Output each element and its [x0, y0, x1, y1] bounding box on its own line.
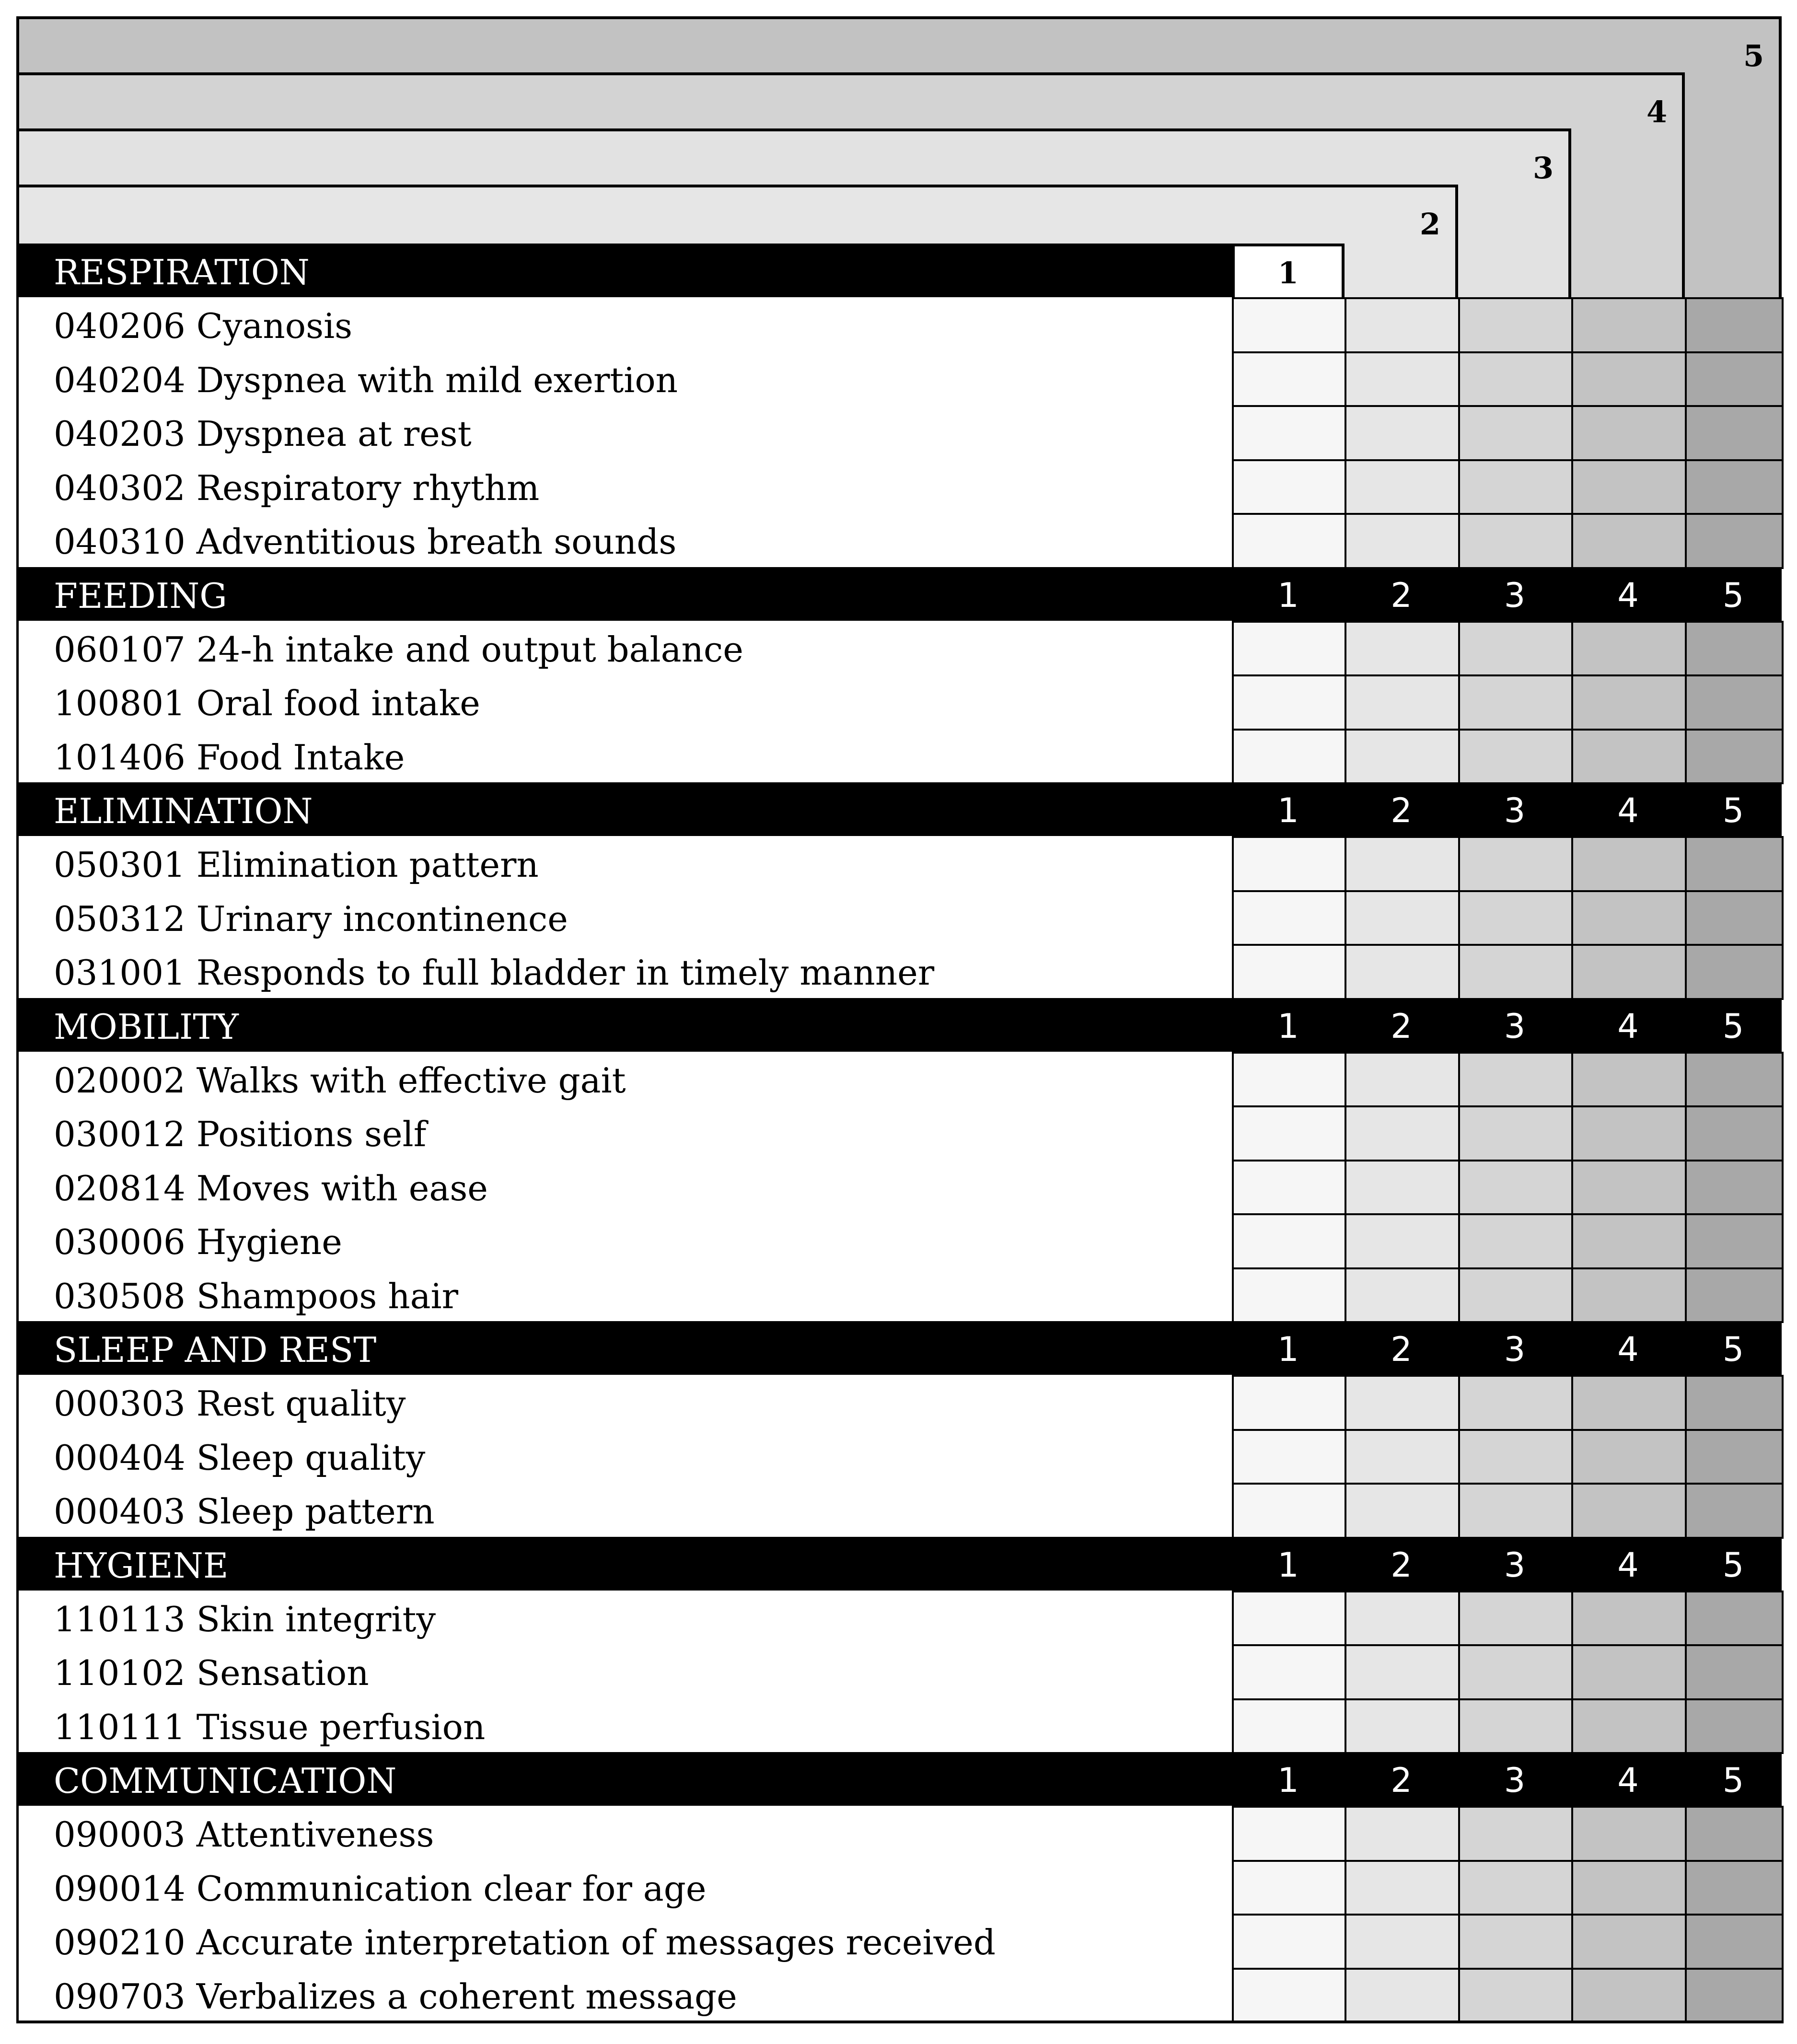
section-title: COMMUNICATION: [54, 1761, 397, 1801]
rating-cell-2[interactable]: [1345, 890, 1460, 946]
criterion-label: 090014 Communication clear for age: [54, 1868, 707, 1909]
scale-column-number: 2: [1391, 1761, 1412, 1800]
rating-cell-3[interactable]: [1458, 351, 1573, 407]
scale-column-number: 4: [1617, 791, 1639, 830]
rating-cell-1[interactable]: [1232, 459, 1346, 515]
rating-cell-1[interactable]: [1232, 1160, 1346, 1216]
rating-cell-5[interactable]: [1685, 1483, 1784, 1539]
rating-cell-2[interactable]: [1345, 1806, 1460, 1862]
rating-cell-3[interactable]: [1458, 1860, 1573, 1916]
rating-cell-2[interactable]: [1345, 351, 1460, 407]
rating-cell-2[interactable]: [1345, 1429, 1460, 1485]
scale-column-number: 2: [1391, 1330, 1412, 1369]
criterion-label: 110111 Tissue perfusion: [54, 1707, 486, 1747]
rating-cell-5[interactable]: [1685, 1644, 1784, 1700]
rating-cell-5[interactable]: [1685, 1968, 1784, 2024]
rating-cell-5[interactable]: [1685, 674, 1784, 731]
rating-cell-5[interactable]: [1685, 944, 1784, 1000]
scale-column-number: 2: [1391, 1545, 1412, 1585]
rating-cell-5[interactable]: [1685, 1052, 1784, 1108]
rating-cell-2[interactable]: [1345, 729, 1460, 785]
scale-column-number: 1: [1277, 575, 1299, 615]
rating-cell-2[interactable]: [1345, 1644, 1460, 1700]
criterion-label: 040204 Dyspnea with mild exertion: [54, 360, 678, 400]
criterion-label: 101406 Food Intake: [54, 737, 405, 778]
rating-cell-1[interactable]: [1232, 1052, 1346, 1108]
criterion-label: 090003 Attentiveness: [54, 1814, 434, 1855]
rating-cell-1[interactable]: [1232, 674, 1346, 731]
rating-cell-5[interactable]: [1685, 1213, 1784, 1269]
scale-column-number: 4: [1617, 1761, 1639, 1800]
scale-column-number: 5: [1722, 1006, 1744, 1046]
scale-column-number: 1: [1277, 1761, 1299, 1800]
section-left-border: [16, 1052, 19, 1322]
criterion-label: 040302 Respiratory rhythm: [54, 467, 540, 508]
scale-column-number: 3: [1504, 1330, 1526, 1369]
rating-cell-2[interactable]: [1345, 1968, 1460, 2024]
section-title: SLEEP AND REST: [54, 1330, 377, 1370]
scale-column-number: 2: [1391, 791, 1412, 830]
scale-column-number: 5: [1722, 1761, 1744, 1800]
rating-cell-5[interactable]: [1685, 1429, 1784, 1485]
rating-cell-2[interactable]: [1345, 836, 1460, 892]
rating-cell-3[interactable]: [1458, 1698, 1573, 1754]
rating-cell-3[interactable]: [1458, 1914, 1573, 1970]
rating-cell-5[interactable]: [1685, 351, 1784, 407]
rating-cell-4[interactable]: [1571, 1644, 1687, 1700]
scale-header-label-4: 4: [1646, 94, 1668, 129]
criterion-label: 060107 24-h intake and output balance: [54, 629, 743, 670]
criterion-label: 000404 Sleep quality: [54, 1437, 426, 1478]
rating-cell-3[interactable]: [1458, 836, 1573, 892]
rating-cell-4[interactable]: [1571, 1429, 1687, 1485]
scale-column-number: 5: [1722, 1330, 1744, 1369]
scale-header-label-3: 3: [1533, 151, 1554, 186]
section-left-border: [16, 1806, 19, 2021]
scale-column-number: 1: [1277, 1545, 1299, 1585]
rating-cell-5[interactable]: [1685, 1591, 1784, 1647]
scale-column-number: 3: [1504, 791, 1526, 830]
rating-cell-1[interactable]: [1232, 944, 1346, 1000]
rating-cell-4[interactable]: [1571, 1591, 1687, 1647]
criterion-label: 090210 Accurate interpretation of messages received: [54, 1922, 996, 1963]
rating-cell-3[interactable]: [1458, 297, 1573, 353]
rating-cell-4[interactable]: [1571, 890, 1687, 946]
rating-cell-1[interactable]: [1232, 1644, 1346, 1700]
scale-column-number: 1: [1277, 1330, 1299, 1369]
rating-cell-5[interactable]: [1685, 405, 1784, 461]
criterion-label: 040203 Dyspnea at rest: [54, 414, 472, 454]
rating-cell-2[interactable]: [1345, 1698, 1460, 1754]
rating-cell-3[interactable]: [1458, 513, 1573, 569]
criterion-label: 050301 Elimination pattern: [54, 845, 539, 885]
rating-cell-4[interactable]: [1571, 1914, 1687, 1970]
rating-cell-1[interactable]: [1232, 405, 1346, 461]
rating-cell-4[interactable]: [1571, 674, 1687, 731]
rating-cell-3[interactable]: [1458, 1483, 1573, 1539]
rating-cell-3[interactable]: [1458, 1806, 1573, 1862]
criterion-label: 030006 Hygiene: [54, 1222, 342, 1262]
rating-cell-1[interactable]: [1232, 1375, 1346, 1431]
rating-cell-4[interactable]: [1571, 1160, 1687, 1216]
criterion-label: 031001 Responds to full bladder in timely manner: [54, 952, 935, 993]
rating-cell-4[interactable]: [1571, 944, 1687, 1000]
scale-header-label-5: 5: [1743, 38, 1764, 73]
scale-column-number: 5: [1722, 791, 1744, 830]
scale-column-number: 3: [1504, 1006, 1526, 1046]
rating-cell-3[interactable]: [1458, 1213, 1573, 1269]
rating-cell-5[interactable]: [1685, 729, 1784, 785]
rating-cell-5[interactable]: [1685, 890, 1784, 946]
rating-cell-4[interactable]: [1571, 1267, 1687, 1324]
rating-cell-1[interactable]: [1232, 1591, 1346, 1647]
rating-cell-4[interactable]: [1571, 1968, 1687, 2024]
rating-cell-5[interactable]: [1685, 459, 1784, 515]
rating-cell-2[interactable]: [1345, 297, 1460, 353]
rating-cell-2[interactable]: [1345, 1105, 1460, 1161]
scale-column-number: 4: [1617, 575, 1639, 615]
section-title: ELIMINATION: [54, 791, 313, 831]
rating-cell-5[interactable]: [1685, 836, 1784, 892]
rating-cell-1[interactable]: [1232, 890, 1346, 946]
criterion-label: 040310 Adventitious breath sounds: [54, 522, 677, 562]
rating-cell-2[interactable]: [1345, 1213, 1460, 1269]
section-left-border: [16, 621, 19, 783]
rating-cell-4[interactable]: [1571, 1860, 1687, 1916]
rating-cell-1[interactable]: [1232, 1914, 1346, 1970]
criterion-label: 020002 Walks with effective gait: [54, 1060, 626, 1101]
rating-cell-1[interactable]: [1232, 729, 1346, 785]
rating-cell-2[interactable]: [1345, 621, 1460, 677]
section-title: HYGIENE: [54, 1545, 229, 1586]
criterion-label: 000303 Rest quality: [54, 1383, 406, 1424]
rating-cell-2[interactable]: [1345, 1483, 1460, 1539]
rating-cell-1[interactable]: [1232, 297, 1346, 353]
rating-cell-2[interactable]: [1345, 513, 1460, 569]
scale-column-number: 4: [1617, 1330, 1639, 1369]
rating-cell-2[interactable]: [1345, 1160, 1460, 1216]
rating-cell-4[interactable]: [1571, 405, 1687, 461]
rating-cell-4[interactable]: [1571, 1698, 1687, 1754]
rating-cell-1[interactable]: [1232, 1429, 1346, 1485]
scale-column-number: 3: [1504, 1761, 1526, 1800]
section-left-border: [16, 297, 19, 567]
rating-cell-5[interactable]: [1685, 1860, 1784, 1916]
rating-cell-4[interactable]: [1571, 1105, 1687, 1161]
rating-cell-3[interactable]: [1458, 1105, 1573, 1161]
criterion-label: 100801 Oral food intake: [54, 683, 480, 723]
section-left-border: [16, 1375, 19, 1537]
rating-cell-2[interactable]: [1345, 405, 1460, 461]
rating-cell-4[interactable]: [1571, 729, 1687, 785]
section-left-border: [16, 1591, 19, 1753]
rating-cell-3[interactable]: [1458, 729, 1573, 785]
rating-cell-3[interactable]: [1458, 1968, 1573, 2024]
rating-cell-3[interactable]: [1458, 1429, 1573, 1485]
criterion-label: 090703 Verbalizes a coherent message: [54, 1976, 737, 2017]
rating-cell-5[interactable]: [1685, 297, 1784, 353]
scale-header-label-2: 2: [1420, 207, 1441, 242]
form-bottom-border: [16, 2021, 1782, 2023]
rating-cell-2[interactable]: [1345, 1591, 1460, 1647]
criterion-label: 050312 Urinary incontinence: [54, 898, 568, 939]
rating-cell-1[interactable]: [1232, 1267, 1346, 1324]
section-title: FEEDING: [54, 575, 227, 616]
rating-cell-2[interactable]: [1345, 1860, 1460, 1916]
scale-column-number: 4: [1617, 1006, 1639, 1046]
rating-cell-1[interactable]: [1232, 1698, 1346, 1754]
rating-cell-1[interactable]: [1232, 513, 1346, 569]
criterion-label: 030012 Positions self: [54, 1114, 427, 1154]
rating-cell-4[interactable]: [1571, 351, 1687, 407]
rating-cell-1[interactable]: [1232, 1860, 1346, 1916]
rating-cell-4[interactable]: [1571, 1483, 1687, 1539]
rating-cell-3[interactable]: [1458, 405, 1573, 461]
rating-cell-3[interactable]: [1458, 1160, 1573, 1216]
rating-cell-1[interactable]: [1232, 1105, 1346, 1161]
rating-cell-2[interactable]: [1345, 944, 1460, 1000]
rating-cell-1[interactable]: [1232, 1483, 1346, 1539]
scale-column-number: 2: [1391, 575, 1412, 615]
rating-cell-1[interactable]: [1232, 836, 1346, 892]
criterion-label: 110102 Sensation: [54, 1653, 369, 1693]
rating-cell-5[interactable]: [1685, 1914, 1784, 1970]
scale-column-number: 5: [1722, 575, 1744, 615]
rating-cell-5[interactable]: [1685, 1160, 1784, 1216]
criterion-label: 110113 Skin integrity: [54, 1599, 436, 1639]
rating-cell-5[interactable]: [1685, 513, 1784, 569]
criterion-label: 040206 Cyanosis: [54, 306, 353, 346]
rating-cell-5[interactable]: [1685, 1375, 1784, 1431]
rating-cell-2[interactable]: [1345, 1267, 1460, 1324]
rating-cell-3[interactable]: [1458, 1591, 1573, 1647]
rating-cell-4[interactable]: [1571, 1806, 1687, 1862]
rating-cell-1[interactable]: [1232, 1968, 1346, 2024]
section-title: RESPIRATION: [54, 252, 310, 292]
rating-cell-5[interactable]: [1685, 1806, 1784, 1862]
rating-cell-5[interactable]: [1685, 1105, 1784, 1161]
rating-cell-3[interactable]: [1458, 944, 1573, 1000]
criterion-label: 020814 Moves with ease: [54, 1168, 488, 1208]
rating-cell-1[interactable]: [1232, 1213, 1346, 1269]
rating-cell-3[interactable]: [1458, 674, 1573, 731]
rating-cell-4[interactable]: [1571, 459, 1687, 515]
scale-column-number: 3: [1504, 1545, 1526, 1585]
rating-cell-3[interactable]: [1458, 621, 1573, 677]
rating-cell-4[interactable]: [1571, 621, 1687, 677]
scale-column-number: 1: [1277, 791, 1299, 830]
rating-cell-4[interactable]: [1571, 836, 1687, 892]
rating-cell-4[interactable]: [1571, 297, 1687, 353]
scale-column-number: 4: [1617, 1545, 1639, 1585]
rating-cell-4[interactable]: [1571, 1213, 1687, 1269]
rating-cell-4[interactable]: [1571, 513, 1687, 569]
rating-cell-3[interactable]: [1458, 1644, 1573, 1700]
rating-cell-3[interactable]: [1458, 1267, 1573, 1324]
rating-cell-5[interactable]: [1685, 1698, 1784, 1754]
scale-column-number: 2: [1391, 1006, 1412, 1046]
criterion-label: 030508 Shampoos hair: [54, 1276, 458, 1316]
rating-cell-5[interactable]: [1685, 621, 1784, 677]
rating-cell-3[interactable]: [1458, 459, 1573, 515]
rating-cell-3[interactable]: [1458, 1052, 1573, 1108]
rating-cell-3[interactable]: [1458, 890, 1573, 946]
scale-column-number: 5: [1722, 1545, 1744, 1585]
rating-cell-2[interactable]: [1345, 1052, 1460, 1108]
rating-cell-2[interactable]: [1345, 1914, 1460, 1970]
section-left-border: [16, 836, 19, 998]
rating-cell-4[interactable]: [1571, 1375, 1687, 1431]
section-title: MOBILITY: [54, 1006, 239, 1047]
scale-header-label-1: 1: [1232, 244, 1345, 297]
rating-cell-2[interactable]: [1345, 1375, 1460, 1431]
rating-cell-3[interactable]: [1458, 1375, 1573, 1431]
rating-cell-2[interactable]: [1345, 674, 1460, 731]
rating-cell-4[interactable]: [1571, 1052, 1687, 1108]
rating-cell-2[interactable]: [1345, 459, 1460, 515]
rating-cell-1[interactable]: [1232, 1806, 1346, 1862]
rating-cell-1[interactable]: [1232, 621, 1346, 677]
scale-column-number: 3: [1504, 575, 1526, 615]
criterion-label: 000403 Sleep pattern: [54, 1491, 435, 1532]
scale-column-number: 1: [1277, 1006, 1299, 1046]
rating-cell-5[interactable]: [1685, 1267, 1784, 1324]
rating-cell-1[interactable]: [1232, 351, 1346, 407]
